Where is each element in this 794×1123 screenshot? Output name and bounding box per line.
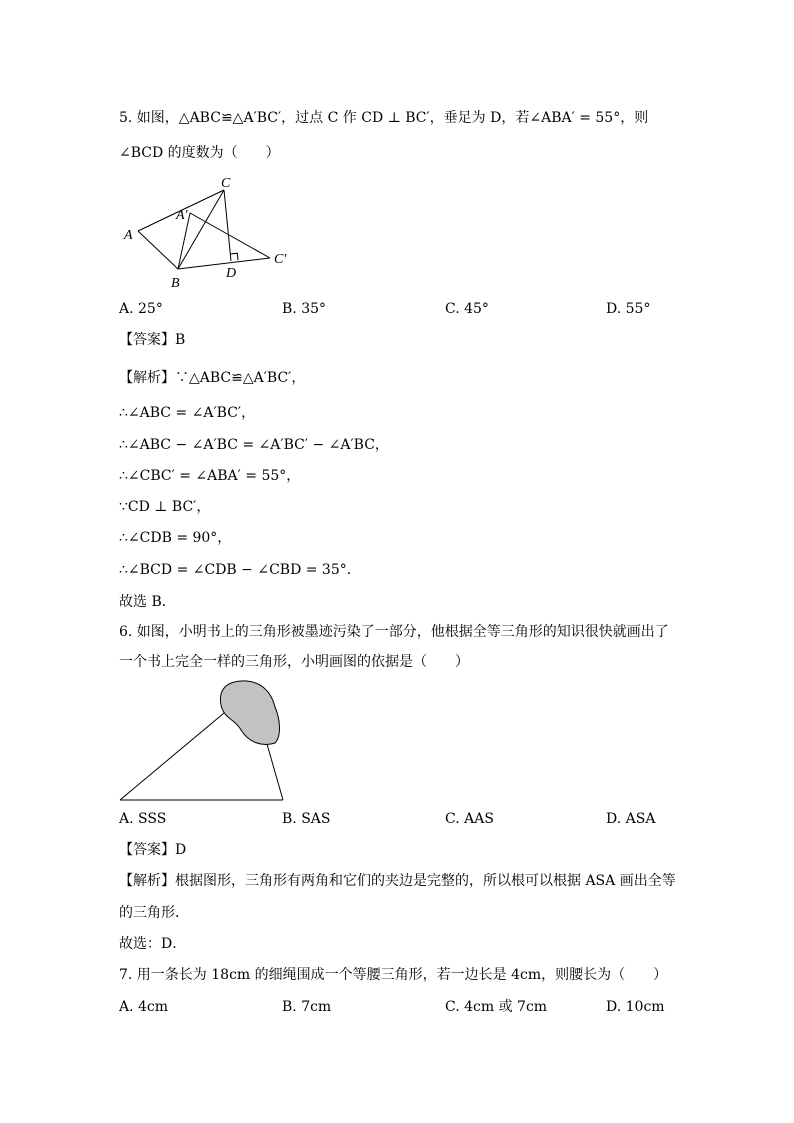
q5-analysis-7: ∴∠BCD = ∠CDB − ∠CBD = 35°． xyxy=(119,562,361,578)
q5-option-a: A. 25° xyxy=(119,301,163,317)
q6-conclusion: 故选：D． xyxy=(119,936,187,952)
q6-answer: 【答案】D xyxy=(119,842,187,858)
q5-right-angle-mark xyxy=(230,253,238,260)
q5-conclusion: 故选 B． xyxy=(119,594,176,610)
q5-option-b: B. 35° xyxy=(282,301,327,317)
q5-analysis-1: 【解析】∵△ABC≌△A′BC′， xyxy=(119,370,306,386)
q5-seg-AB xyxy=(138,231,178,269)
q5-analysis-6: ∴∠CDB = 90°， xyxy=(119,530,232,546)
q5-label-B: B xyxy=(171,276,180,291)
q6-stem-line2: 一个书上完全一样的三角形，小明画图的依据是（ ） xyxy=(119,654,469,670)
q5-label-C: C xyxy=(221,176,231,191)
q5-seg-BC-prime xyxy=(178,258,270,269)
q6-triangle-right-side xyxy=(267,744,283,800)
q5-figure xyxy=(118,168,318,292)
q5-analysis-5: ∵CD ⊥ BC′， xyxy=(119,499,211,515)
q5-label-C-prime: C′ xyxy=(274,252,287,267)
q5-stem-line2: ∠BCD 的度数为（ ） xyxy=(119,145,280,161)
q7-option-c: C. 4cm 或 7cm xyxy=(445,999,548,1015)
q5-label-D: D xyxy=(226,266,237,281)
q5-answer: 【答案】B xyxy=(119,332,186,348)
ink-blot-icon xyxy=(220,681,279,745)
q7-option-d: D. 10cm xyxy=(606,999,665,1015)
q6-analysis-line2: 的三角形． xyxy=(119,905,189,921)
q7-stem: 7. 用一条长为 18cm 的细绳围成一个等腰三角形，若一边长是 4cm，则腰长为（ ） xyxy=(119,967,668,983)
q6-triangle-left-side xyxy=(120,713,224,800)
q6-option-c: C. AAS xyxy=(445,811,494,827)
q5-label-A: A xyxy=(124,228,133,243)
q6-figure xyxy=(115,675,285,805)
q5-seg-BC xyxy=(178,190,224,269)
q6-analysis-line1: 【解析】根据图形，三角形有两角和它们的夹边是完整的，所以根可以根据 ASA 画出全等 xyxy=(119,873,676,889)
q5-analysis-4: ∴∠CBC′ = ∠ABA′ = 55°， xyxy=(119,468,301,484)
q5-option-d: D. 55° xyxy=(606,301,651,317)
q5-stem-line1: 5. 如图，△ABC≌△A′BC′，过点 C 作 CD ⊥ BC′，垂足为 D，若∠ABA′ = 55°，则 xyxy=(119,110,649,126)
q5-option-c: C. 45° xyxy=(445,301,489,317)
q5-label-A-prime: A′ xyxy=(176,208,188,223)
q7-option-a: A. 4cm xyxy=(119,999,169,1015)
q5-analysis-3: ∴∠ABC − ∠A′BC = ∠A′BC′ − ∠A′BC， xyxy=(119,437,389,453)
q6-option-b: B. SAS xyxy=(282,811,331,827)
q6-option-d: D. ASA xyxy=(606,811,656,827)
q5-analysis-2: ∴∠ABC = ∠A′BC′， xyxy=(119,405,256,421)
q6-option-a: A. SSS xyxy=(119,811,167,827)
q5-seg-CD xyxy=(224,190,231,261)
q7-option-b: B. 7cm xyxy=(282,999,332,1015)
q6-stem-line1: 6. 如图，小明书上的三角形被墨迹污染了一部分，他根据全等三角形的知识很快就画出了 xyxy=(119,624,669,640)
